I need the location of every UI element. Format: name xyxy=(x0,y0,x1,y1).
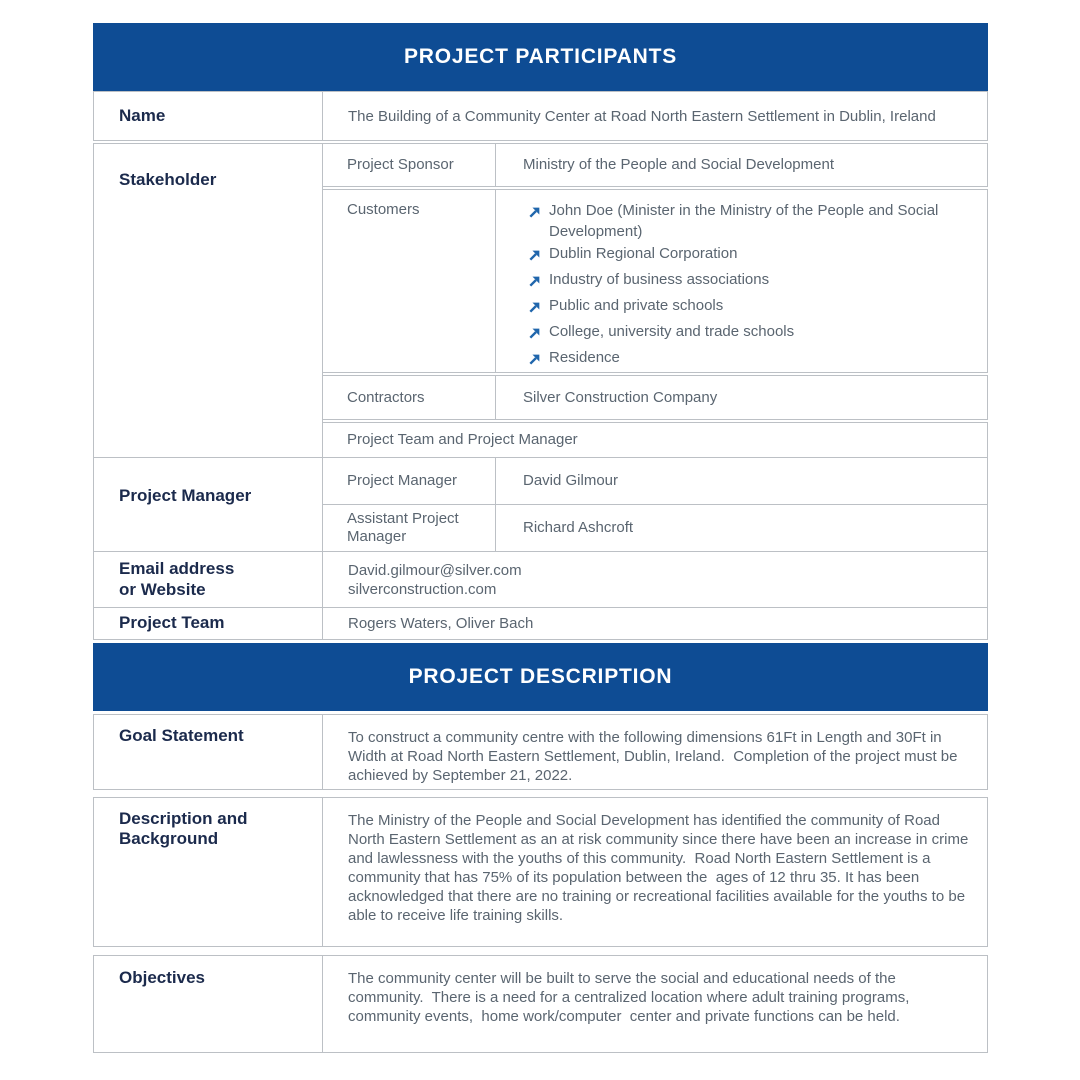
team-label-cell xyxy=(93,608,323,640)
section-title: PROJECT PARTICIPANTS xyxy=(403,45,678,68)
contractors-value: Silver Construction Company xyxy=(523,388,718,406)
manager-value: David Gilmour xyxy=(523,472,619,490)
stakeholder-label-cell xyxy=(93,143,323,458)
customers-value-cell xyxy=(496,189,988,373)
sponsor-value-cell xyxy=(496,143,988,187)
team-value: Rogers Waters, Oliver Bach xyxy=(348,614,534,632)
customers-label-cell xyxy=(323,189,496,373)
ne-arrow-icon xyxy=(528,273,541,294)
project-manager-label-cell xyxy=(93,458,323,552)
list-item-text: College, university and trade schools xyxy=(549,323,795,340)
objectives-label-cell xyxy=(93,955,323,1053)
manager-sublabel-cell xyxy=(323,458,496,505)
stakeholder-label: Stakeholder xyxy=(119,170,217,189)
email-value-cell xyxy=(323,552,988,608)
name-value-cell xyxy=(323,91,988,141)
background-label: Description and Background xyxy=(119,809,248,849)
name-label-cell xyxy=(93,91,323,141)
project-manager-label: Project Manager xyxy=(119,486,252,505)
assistant-sublabel-cell xyxy=(323,505,496,552)
sponsor-value: Ministry of the People and Social Development xyxy=(523,156,835,174)
manager-value-cell xyxy=(496,458,988,505)
section-title: PROJECT DESCRIPTION xyxy=(408,665,673,688)
background-value-cell xyxy=(323,797,988,947)
list-item-text: Residence xyxy=(549,349,620,366)
objectives-label: Objectives xyxy=(119,968,205,987)
sponsor-label-cell xyxy=(323,143,496,187)
customers-label: Customers xyxy=(347,201,420,218)
name-value: The Building of a Community Center at Road North Eastern Settlement in Dublin, Ireland xyxy=(348,107,936,125)
list-item xyxy=(528,347,981,372)
list-item xyxy=(528,321,981,346)
contractors-label-cell xyxy=(323,375,496,420)
list-item-text: Dublin Regional Corporation xyxy=(549,245,738,262)
ne-arrow-icon xyxy=(528,204,541,225)
customers-list xyxy=(528,200,981,372)
goal-label: Goal Statement xyxy=(119,726,244,745)
list-item xyxy=(528,295,981,320)
manager-sublabel: Project Manager xyxy=(347,472,458,489)
background-value: The Ministry of the People and Social Development has identified the community of Road North Eastern Settlement as an at risk community since there have been an increase in crime and lawlessness with the youths of this community. Road North Eastern Settlement is a community that has 75% of its population between the ages of 12 thru 35. It has been acknowledged that there are no training or recreational facilities available for the youths to be able to receive life training skills. xyxy=(348,812,973,924)
list-item-text: Industry of business associations xyxy=(549,271,770,288)
assistant-value: Richard Ashcroft xyxy=(523,519,634,537)
team-label: Project Team xyxy=(119,613,225,633)
assistant-value-cell xyxy=(496,505,988,552)
list-item-text: John Doe (Minister in the Ministry of the People and Social Development) xyxy=(549,202,939,240)
list-item-text: Public and private schools xyxy=(549,297,724,314)
goal-value-cell xyxy=(323,714,988,790)
goal-label-cell xyxy=(93,714,323,790)
section-header-participants xyxy=(93,23,988,91)
goal-value: To construct a community centre with the following dimensions 61Ft in Length and 30Ft in Width at Road North Eastern Settlement, Dublin, Ireland. Completion of the project must be achieved by September 21, 2022. xyxy=(348,729,962,784)
list-item xyxy=(528,269,981,294)
team-note-cell xyxy=(323,422,988,458)
ne-arrow-icon xyxy=(528,299,541,320)
section-header-description xyxy=(93,643,988,711)
team-note: Project Team and Project Manager xyxy=(347,431,578,448)
team-value-cell xyxy=(323,608,988,640)
sponsor-label: Project Sponsor xyxy=(347,156,454,173)
email-label-line1: Email address xyxy=(119,559,235,579)
ne-arrow-icon xyxy=(528,351,541,372)
email-value-line1: David.gilmour@silver.com xyxy=(348,561,522,579)
assistant-sublabel: Assistant Project Manager xyxy=(347,510,459,545)
email-value-line2: silverconstruction.com xyxy=(348,580,497,598)
contractors-label: Contractors xyxy=(347,388,425,406)
background-label-cell xyxy=(93,797,323,947)
contractors-value-cell xyxy=(496,375,988,420)
list-item xyxy=(528,243,981,268)
objectives-value: The community center will be built to serve the social and educational needs of the community. There is a need for a centralized location where adult training programs, community events, home work/computer center and private functions can be held. xyxy=(348,970,914,1025)
email-label-cell xyxy=(93,552,323,608)
name-label: Name xyxy=(119,105,166,125)
ne-arrow-icon xyxy=(528,247,541,268)
email-label-line2: or Website xyxy=(119,579,206,599)
list-item xyxy=(528,200,981,242)
objectives-value-cell xyxy=(323,955,988,1053)
ne-arrow-icon xyxy=(528,325,541,346)
